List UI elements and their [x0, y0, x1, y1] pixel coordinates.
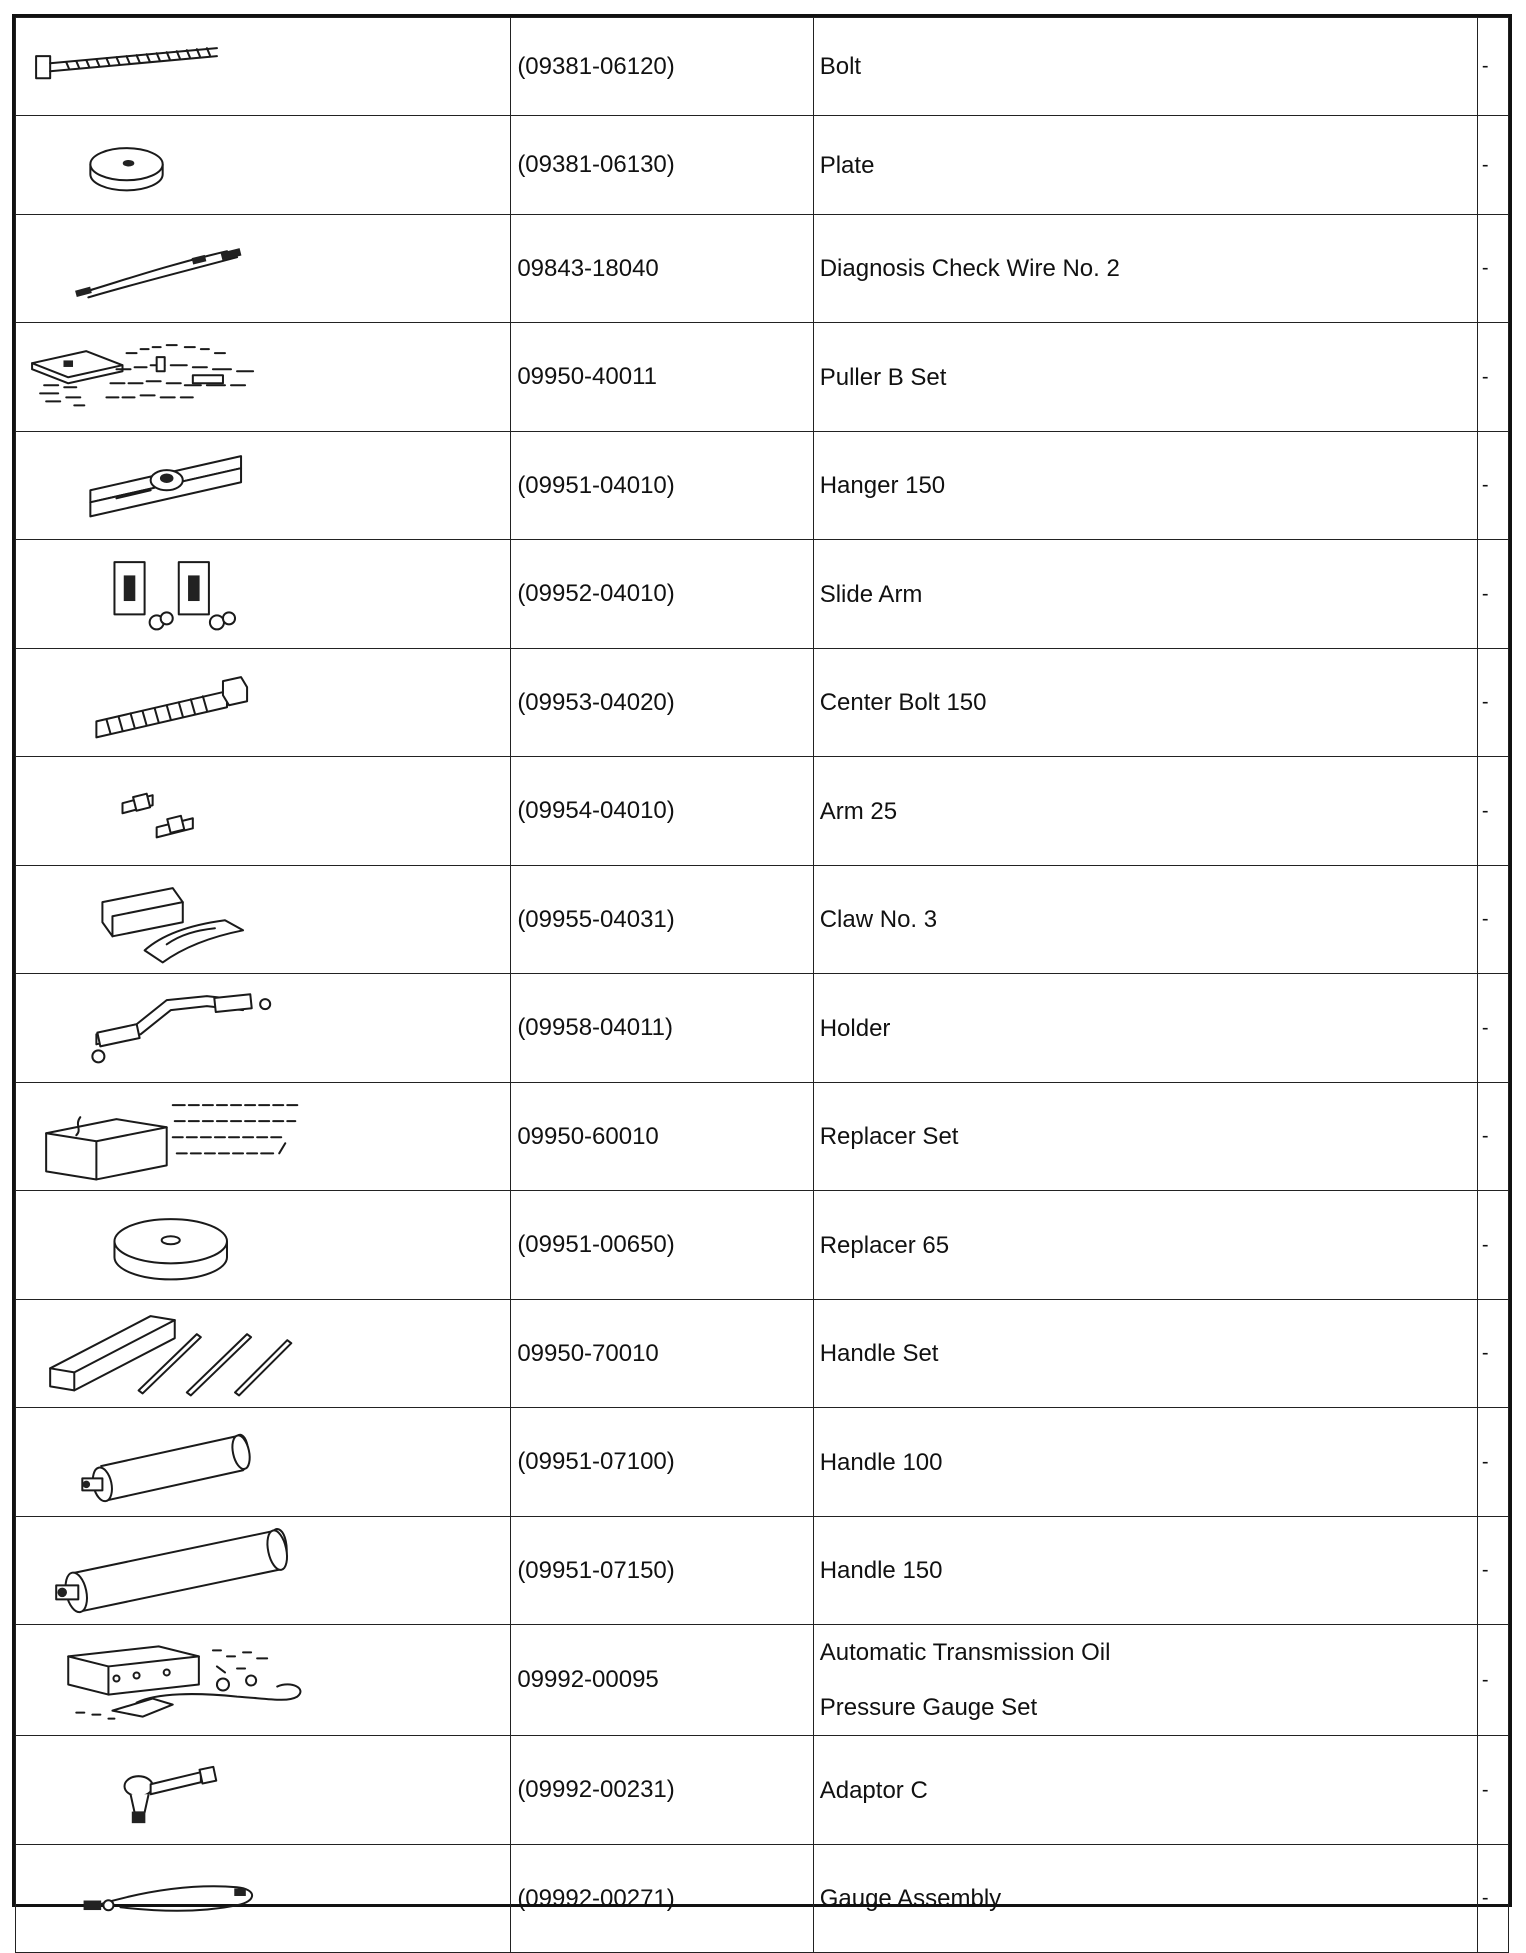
tool-illustration: [16, 323, 511, 432]
slide-arm-icon: [16, 540, 510, 648]
tool-name-line: Pressure Gauge Set: [819, 1694, 1038, 1722]
tool-name: [813, 1844, 1477, 1953]
note-cell: -: [1477, 540, 1508, 649]
tool-name: [813, 1516, 1477, 1625]
tool-name: [813, 116, 1477, 214]
tool-name-line: Arm 25: [819, 797, 898, 825]
special-tools-table: [12, 14, 1512, 1913]
tool-name: [813, 1625, 1477, 1736]
table-row: [16, 974, 1509, 1083]
note-cell: -: [1477, 323, 1508, 432]
note-cell: -: [1477, 1625, 1508, 1736]
tool-name-line: Handle 100: [819, 1448, 943, 1476]
tool-name: [813, 1191, 1477, 1300]
tool-illustration: [16, 431, 511, 540]
tool-name-line: Bolt: [819, 53, 862, 81]
tool-name: [813, 431, 1477, 540]
center-bolt-icon: [16, 649, 510, 757]
tool-name-line: Holder: [819, 1014, 891, 1042]
tool-name-line: Center Bolt 150: [819, 689, 987, 717]
table-row: [16, 214, 1509, 323]
table-row: [16, 865, 1509, 974]
tool-name-line: Diagnosis Check Wire No. 2: [819, 255, 1120, 283]
table-row: [16, 1408, 1509, 1517]
part-number: (09953-04020): [511, 648, 813, 757]
plate-icon: [16, 116, 510, 213]
tool-name: [813, 648, 1477, 757]
table-row: [16, 1625, 1509, 1736]
note-cell: -: [1477, 865, 1508, 974]
tool-name: [813, 323, 1477, 432]
tool-name-line: Puller B Set: [819, 363, 947, 391]
tool-illustration: [16, 865, 511, 974]
tool-illustration: [16, 1408, 511, 1517]
tool-name-line: Automatic Transmission Oil: [819, 1639, 1111, 1667]
note-cell: -: [1477, 974, 1508, 1083]
tool-name-line: Claw No. 3: [819, 906, 938, 934]
tool-illustration: [16, 1736, 511, 1845]
part-number: (09952-04010): [511, 540, 813, 649]
tool-illustration: [16, 648, 511, 757]
tool-illustration: [16, 18, 511, 116]
part-number: (09955-04031): [511, 865, 813, 974]
tool-name-line: Replacer 65: [819, 1231, 950, 1259]
note-cell: -: [1477, 116, 1508, 214]
table-row: [16, 1516, 1509, 1625]
part-number: (09958-04011): [511, 974, 813, 1083]
note-cell: -: [1477, 648, 1508, 757]
part-number: (09992-00231): [511, 1736, 813, 1845]
tool-name-line: Plate: [819, 151, 875, 179]
tool-illustration: [16, 1299, 511, 1408]
table-row: [16, 116, 1509, 214]
gauge-set-icon: [16, 1625, 510, 1735]
handle-long-icon: [16, 1517, 510, 1625]
replacer-set-icon: [16, 1083, 510, 1191]
tool-illustration: [16, 757, 511, 866]
tool-name-line: Adaptor C: [819, 1776, 928, 1804]
tool-name-line: Hanger 150: [819, 472, 946, 500]
tool-illustration: [16, 214, 511, 323]
check-wire-icon: [16, 215, 510, 323]
table-row: [16, 1736, 1509, 1845]
tool-name: [813, 1082, 1477, 1191]
table-row: [16, 1191, 1509, 1300]
gauge-assembly-icon: [16, 1845, 510, 1953]
part-number: (09951-00650): [511, 1191, 813, 1300]
tool-name-line: Slide Arm: [819, 580, 923, 608]
part-number: (09951-04010): [511, 431, 813, 540]
table-row: [16, 431, 1509, 540]
part-number: (09951-07100): [511, 1408, 813, 1517]
tool-illustration: [16, 1516, 511, 1625]
handle-short-icon: [16, 1408, 510, 1516]
table-row: [16, 323, 1509, 432]
note-cell: -: [1477, 1736, 1508, 1845]
table-row: [16, 18, 1509, 116]
part-number: 09992-00095: [511, 1625, 813, 1736]
table-row: [16, 540, 1509, 649]
table-row: [16, 757, 1509, 866]
handle-set-icon: [16, 1300, 510, 1408]
note-cell: -: [1477, 18, 1508, 116]
tool-name-line: Replacer Set: [819, 1123, 959, 1151]
tool-name: [813, 18, 1477, 116]
part-number: (09954-04010): [511, 757, 813, 866]
tool-name: [813, 540, 1477, 649]
table-row: [16, 1082, 1509, 1191]
tool-name: [813, 865, 1477, 974]
claw-icon: [16, 866, 510, 974]
replacer-disc-icon: [16, 1191, 510, 1299]
tool-name-line: Handle 150: [819, 1557, 943, 1585]
part-number: 09950-40011: [511, 323, 813, 432]
note-cell: -: [1477, 757, 1508, 866]
note-cell: -: [1477, 1299, 1508, 1408]
tool-name: [813, 1408, 1477, 1517]
hanger-icon: [16, 432, 510, 540]
tool-name: [813, 214, 1477, 323]
part-number: (09951-07150): [511, 1516, 813, 1625]
part-number: (09992-00271): [511, 1844, 813, 1953]
table-row: [16, 1299, 1509, 1408]
note-cell: -: [1477, 1191, 1508, 1300]
tool-name-line: Handle Set: [819, 1340, 939, 1368]
tool-name-line: Gauge Assembly: [819, 1885, 1002, 1913]
holder-icon: [16, 974, 510, 1082]
tool-illustration: [16, 116, 511, 214]
bolt-icon: [16, 18, 510, 115]
puller-set-icon: [16, 323, 510, 431]
tool-illustration: [16, 1844, 511, 1953]
note-cell: -: [1477, 214, 1508, 323]
tool-illustration: [16, 1191, 511, 1300]
table-row: [16, 1844, 1509, 1953]
part-number: 09950-70010: [511, 1299, 813, 1408]
tool-illustration: [16, 1625, 511, 1736]
note-cell: -: [1477, 1082, 1508, 1191]
tool-name: [813, 974, 1477, 1083]
note-cell: -: [1477, 1516, 1508, 1625]
tool-name: [813, 1736, 1477, 1845]
adaptor-icon: [16, 1736, 510, 1844]
part-number: 09950-60010: [511, 1082, 813, 1191]
arm-icon: [16, 757, 510, 865]
note-cell: -: [1477, 1408, 1508, 1517]
note-cell: -: [1477, 1844, 1508, 1953]
tool-name: [813, 757, 1477, 866]
tool-name: [813, 1299, 1477, 1408]
part-number: (09381-06130): [511, 116, 813, 214]
note-cell: -: [1477, 431, 1508, 540]
table-row: [16, 648, 1509, 757]
part-number: (09381-06120): [511, 18, 813, 116]
tool-illustration: [16, 1082, 511, 1191]
tool-illustration: [16, 540, 511, 649]
tool-illustration: [16, 974, 511, 1083]
part-number: 09843-18040: [511, 214, 813, 323]
